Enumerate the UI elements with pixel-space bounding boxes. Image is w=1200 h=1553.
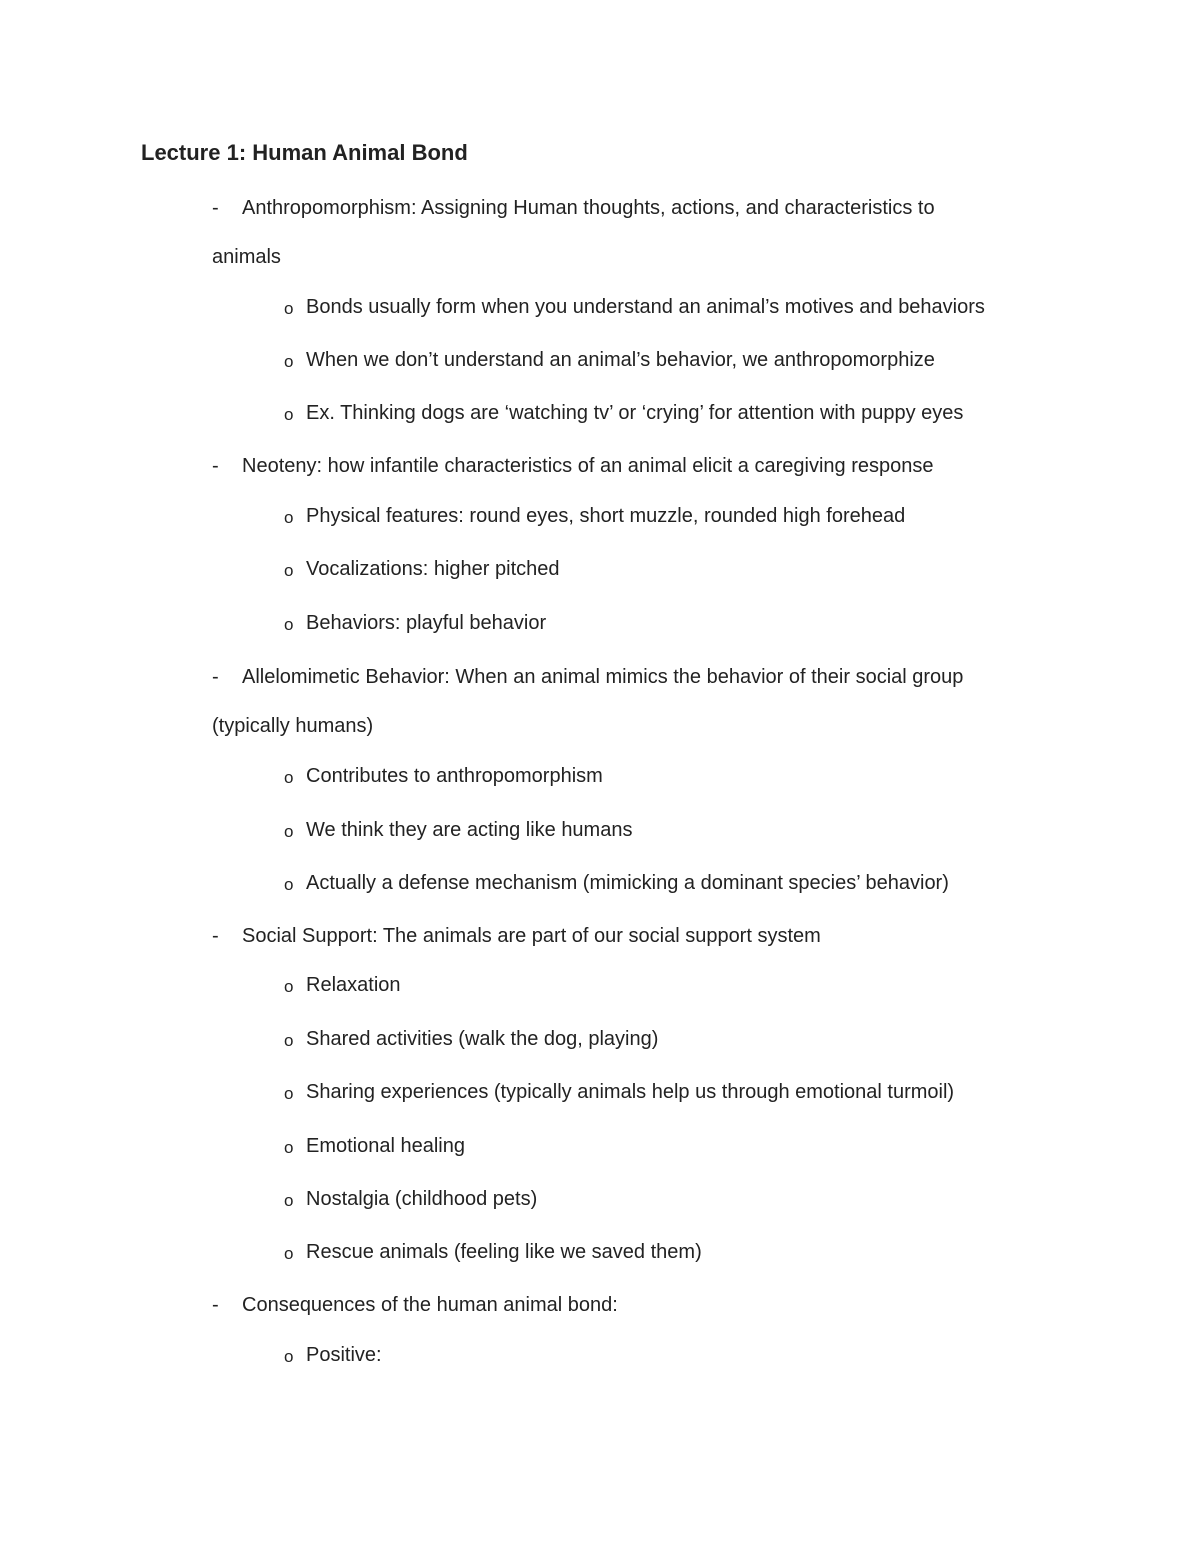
bullet-marker: o xyxy=(284,1244,294,1263)
bullet-marker: o xyxy=(284,615,294,634)
sub-item: Shared activities (walk the dog, playing) xyxy=(306,1028,659,1050)
dash-marker: - xyxy=(212,1294,219,1316)
sub-item: Behaviors: playful behavior xyxy=(306,612,547,634)
bullet-marker: o xyxy=(284,508,294,527)
sub-item: We think they are acting like humans xyxy=(306,819,633,841)
sub-item: Vocalizations: higher pitched xyxy=(306,558,560,580)
sub-item: Positive: xyxy=(306,1344,382,1366)
bullet-marker: o xyxy=(284,1138,294,1157)
sub-item: Bonds usually form when you understand an animal’s motives and behaviors xyxy=(306,296,985,318)
bullet-marker: o xyxy=(284,561,294,580)
bullet-marker: o xyxy=(284,1191,294,1210)
sub-item: Actually a defense mechanism (mimicking a dominant species’ behavior) xyxy=(306,872,949,894)
bullet-marker: o xyxy=(284,875,294,894)
list-item-allelomimetic: Allelomimetic Behavior: When an animal mimics the behavior of their social group xyxy=(242,666,964,688)
sub-item: Nostalgia (childhood pets) xyxy=(306,1188,538,1210)
sub-item: Contributes to anthropomorphism xyxy=(306,765,603,787)
bullet-marker: o xyxy=(284,977,294,996)
sub-item: Emotional healing xyxy=(306,1135,465,1157)
dash-marker: - xyxy=(212,666,219,688)
bullet-marker: o xyxy=(284,1084,294,1103)
bullet-marker: o xyxy=(284,299,294,318)
page-title: Lecture 1: Human Animal Bond xyxy=(141,140,468,165)
bullet-marker: o xyxy=(284,352,294,371)
sub-item: Rescue animals (feeling like we saved them) xyxy=(306,1241,702,1263)
sub-item: Ex. Thinking dogs are ‘watching tv’ or ‘crying’ for attention with puppy eyes xyxy=(306,402,964,424)
list-item-social-support: Social Support: The animals are part of our social support system xyxy=(242,925,821,947)
sub-item: Relaxation xyxy=(306,974,401,996)
dash-marker: - xyxy=(212,455,219,477)
sub-item: Physical features: round eyes, short muzzle, rounded high forehead xyxy=(306,505,906,527)
list-item-consequences: Consequences of the human animal bond: xyxy=(242,1294,618,1316)
bullet-marker: o xyxy=(284,1347,294,1366)
bullet-marker: o xyxy=(284,822,294,841)
list-item-allelomimetic-cont: (typically humans) xyxy=(212,715,374,737)
dash-marker: - xyxy=(212,925,219,947)
dash-marker: - xyxy=(212,197,219,219)
bullet-marker: o xyxy=(284,405,294,424)
bullet-marker: o xyxy=(284,768,294,787)
sub-item: When we don’t understand an animal’s behavior, we anthropomorphize xyxy=(306,349,935,371)
list-item-anthropomorphism: Anthropomorphism: Assigning Human thoughts, actions, and characteristics to xyxy=(242,197,935,219)
bullet-marker: o xyxy=(284,1031,294,1050)
sub-item: Sharing experiences (typically animals help us through emotional turmoil) xyxy=(306,1081,955,1103)
list-item-anthropomorphism-cont: animals xyxy=(212,246,281,268)
list-item-neoteny: Neoteny: how infantile characteristics of an animal elicit a caregiving response xyxy=(242,455,934,477)
